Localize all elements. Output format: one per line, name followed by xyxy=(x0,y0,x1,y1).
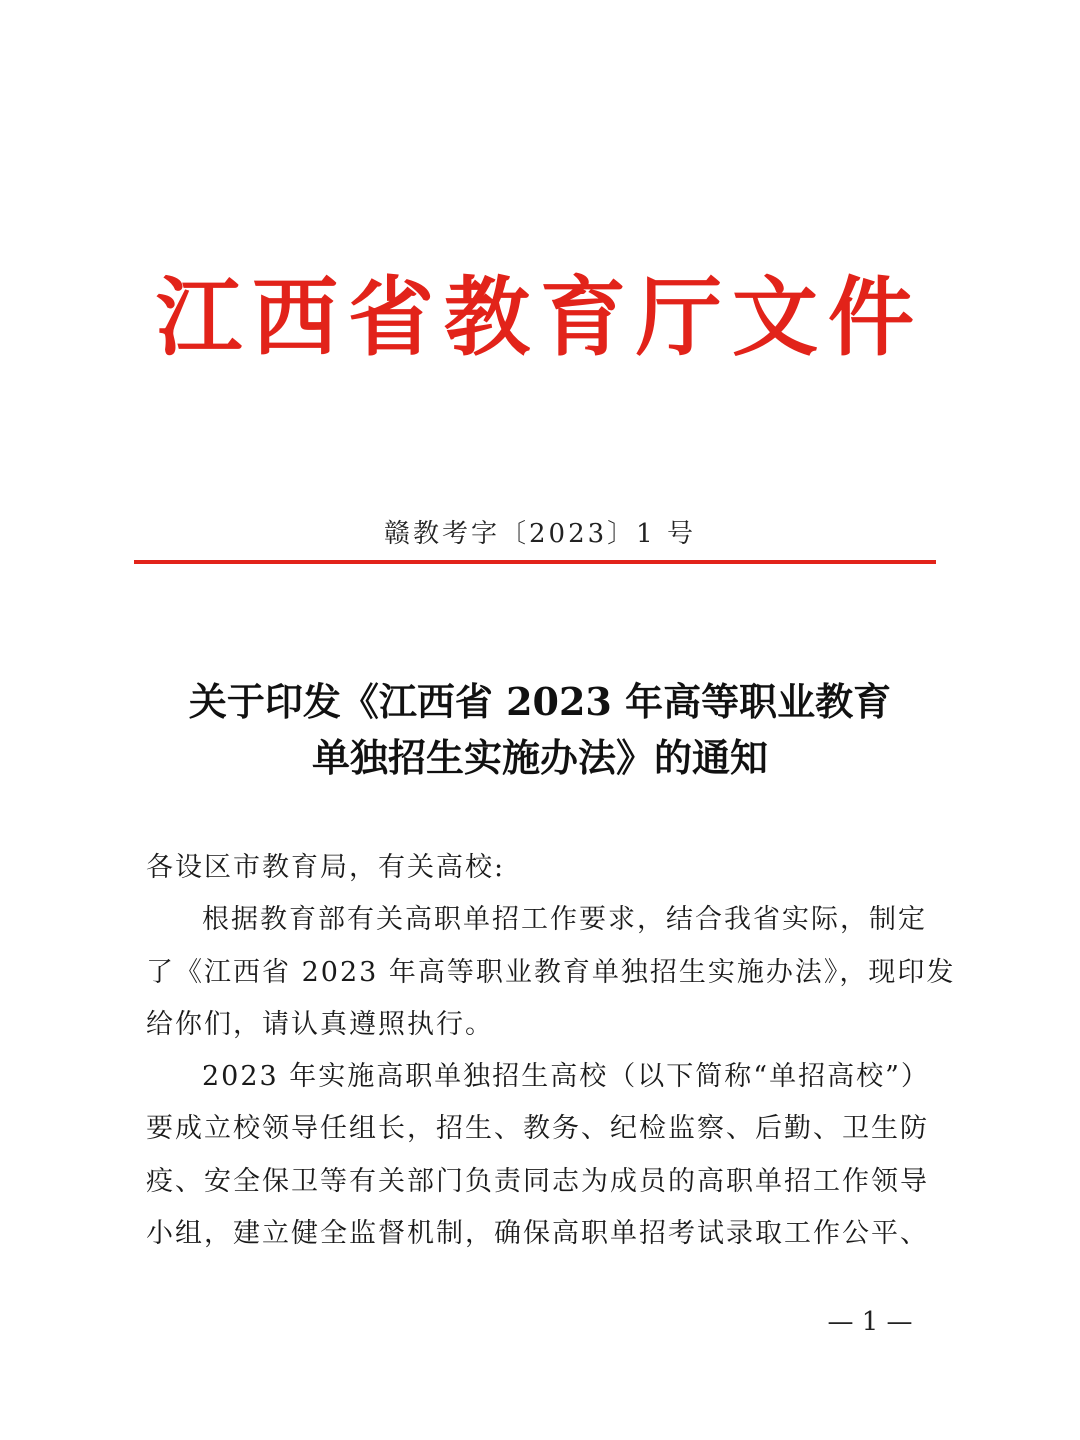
para1-line-1: 根据教育部有关高职单招工作要求，结合我省实际，制定 xyxy=(202,904,927,936)
subject-line-1: 关于印发《江西省 2023 年高等职业教育 xyxy=(188,679,892,724)
document-body xyxy=(146,842,956,1260)
document-subject xyxy=(0,674,1080,786)
red-divider-line xyxy=(134,560,936,564)
para2-line-4: 小组，建立健全监督机制，确保高职单招考试录取工作公平、 xyxy=(146,1218,929,1250)
salutation: 各设区市教育局，有关高校: xyxy=(146,852,506,883)
para2-line-1: 2023 年实施高职单独招生高校（以下简称“单招高校”） xyxy=(202,1061,930,1093)
para2-line-3: 疫、安全保卫等有关部门负责同志为成员的高职单招工作领导 xyxy=(146,1165,929,1197)
subject-line-2: 单独招生实施办法》的通知 xyxy=(311,735,768,780)
para1-line-3: 给你们，请认真遵照执行。 xyxy=(146,1008,494,1040)
para2-line-2: 要成立校领导任组长，招生、教务、纪检监察、后勤、卫生防 xyxy=(146,1113,929,1145)
document-number: 赣教考字〔2023〕1 号 xyxy=(384,519,696,549)
para1-line-2: 了《江西省 2023 年高等职业教育单独招生实施办法》，现印发 xyxy=(146,956,956,988)
issuing-authority-header: 江西省教育厅文件 xyxy=(156,267,924,368)
page-number: — 1 — xyxy=(827,1307,913,1337)
